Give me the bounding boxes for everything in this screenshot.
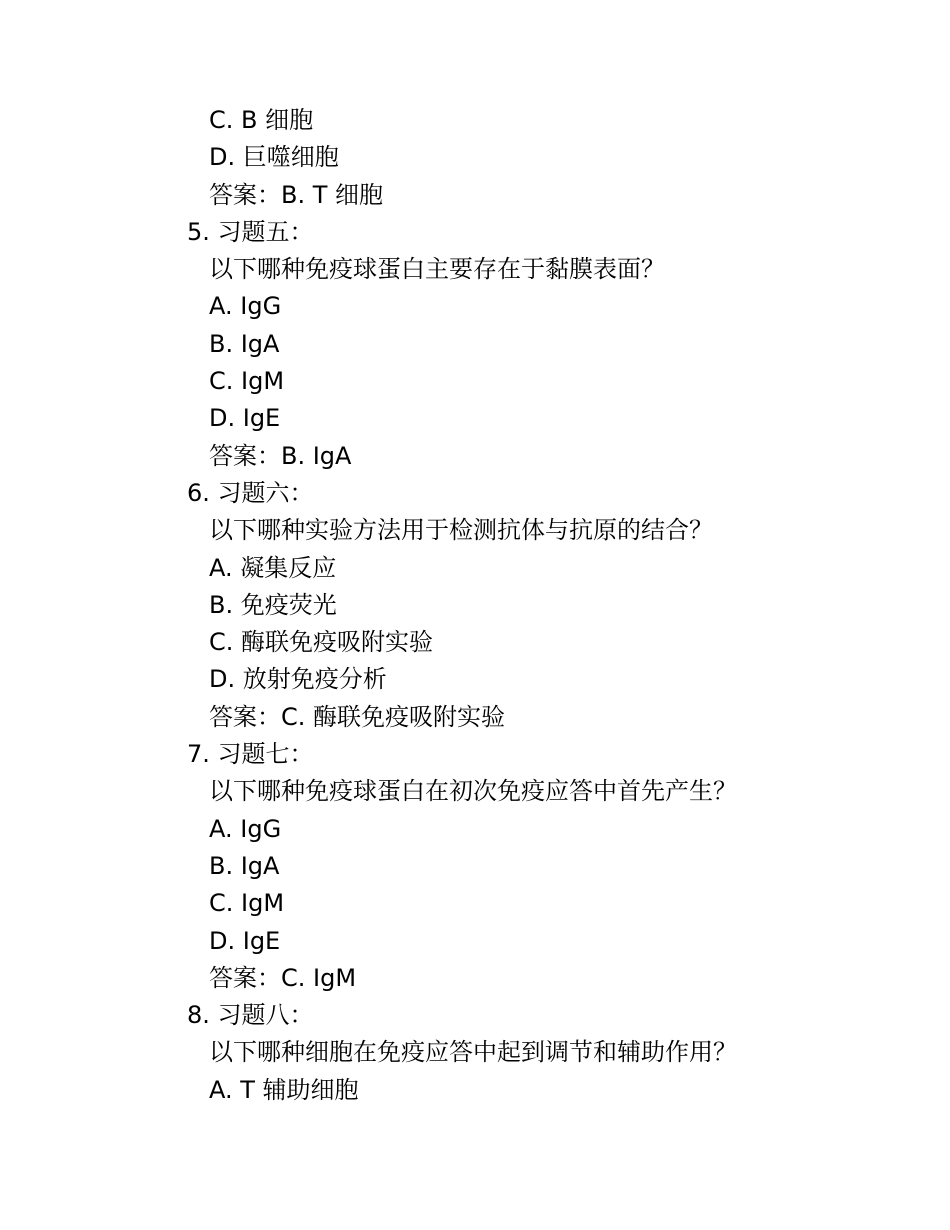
option-c: C. 酶联免疫吸附实验 (209, 628, 434, 657)
option-c: C. IgM (209, 367, 285, 396)
option-a: A. IgG (209, 814, 282, 843)
option-a: A. IgG (209, 292, 282, 321)
option-b: B. IgA (209, 851, 280, 880)
question-stem: 以下哪种免疫球蛋白主要存在于黏膜表面？ (209, 255, 665, 284)
option-c: C. IgM (209, 889, 285, 918)
question-stem: 以下哪种实验方法用于检测抗体与抗原的结合？ (209, 516, 713, 545)
answer-line: 答案：B. T 细胞 (209, 180, 384, 209)
option-d: D. 巨噬细胞 (209, 143, 339, 172)
answer-line: 答案：B. IgA (209, 441, 352, 470)
option-d: D. IgE (209, 926, 281, 955)
option-c: C. B 细胞 (209, 106, 314, 134)
document-page (0, 102, 950, 1109)
option-b: B. 免疫荧光 (209, 590, 337, 619)
question-heading: 5. 习题五： (187, 217, 314, 246)
question-stem: 以下哪种细胞在免疫应答中起到调节和辅助作用？ (209, 1038, 737, 1067)
option-d: D. IgE (209, 404, 281, 433)
option-b: B. IgA (209, 329, 280, 358)
question-heading: 6. 习题六： (187, 478, 314, 507)
question-heading: 8. 习题八： (187, 1001, 314, 1030)
option-a: A. 凝集反应 (209, 553, 337, 582)
option-a: A. T 辅助细胞 (209, 1075, 359, 1104)
answer-line: 答案：C. 酶联免疫吸附实验 (209, 702, 506, 731)
option-d: D. 放射免疫分析 (209, 665, 387, 694)
answer-line: 答案：C. IgM (209, 963, 357, 992)
question-stem: 以下哪种免疫球蛋白在初次免疫应答中首先产生？ (209, 777, 737, 806)
question-heading: 7. 习题七： (187, 740, 314, 769)
